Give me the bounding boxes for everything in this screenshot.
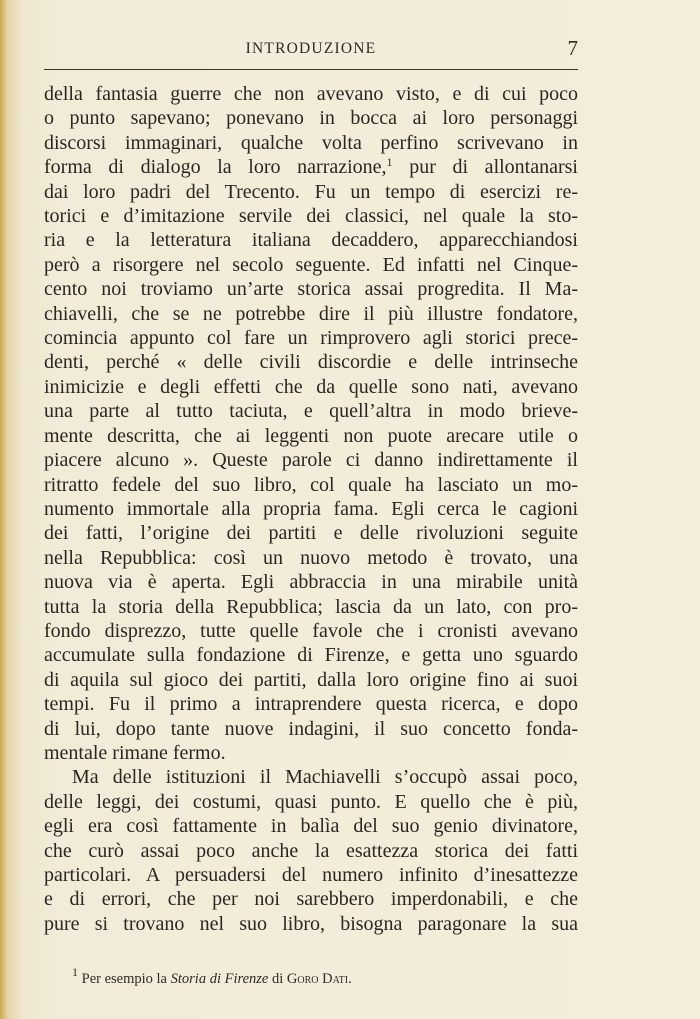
text-line: numento immortale alla propria fama. Egli cerca le cagioni (44, 497, 578, 520)
text-line: dei fatti, l’origine dei partiti e delle rivoluzioni seguite (44, 522, 578, 545)
page-header (44, 36, 578, 66)
text-line: mentale rimane fermo. (44, 741, 226, 764)
text-line: egli era così fattamente in balìa del suo genio divinatore, (44, 815, 578, 838)
text-line: cento noi troviamo un’arte storica assai progredita. Il Ma- (44, 278, 578, 301)
text-line: fondo disprezzo, tutte quelle favole che i cronisti avevano (44, 619, 578, 642)
text-line: tutta la storia della Repubblica; lascia da un lato, con pro- (44, 595, 578, 618)
footnote-author: Goro Dati. (286, 971, 352, 987)
text-line: una parte al tutto taciuta, e quell’altra in modo brieve- (44, 400, 578, 423)
footnote-middle: di (271, 971, 284, 987)
text-line: delle leggi, dei costumi, quasi punto. E quello che è più, (44, 790, 578, 813)
footnote-title: Storia di Firenze (170, 971, 269, 987)
running-title: INTRODUZIONE (245, 40, 377, 57)
text-fragment: forma di dialogo la loro narrazione, (44, 156, 387, 179)
header-rule (44, 69, 578, 70)
text-line: tempi. Fu il primo a intraprendere questa ricerca, e dopo (44, 693, 578, 716)
page-number: 7 (567, 36, 578, 60)
text-line: particolari. A persuadersi del numero infinito d’inesattezze (44, 864, 578, 886)
text-line: piacere alcuno ». Queste parole ci danno indirettamente il (44, 449, 578, 472)
text-line: nella Repubblica: così un nuovo metodo è trovato, una (44, 546, 578, 569)
text-line: che curò assai poco anche la esattezza storica dei fatti (44, 839, 578, 862)
text-line: ria e la letteratura italiana decaddero, apparecchiandosi (44, 229, 578, 252)
text-line: denti, perché « delle civili discordie e delle intrinseche (44, 351, 578, 374)
paragraph-1 (44, 82, 578, 765)
footnote-reference[interactable]: 1 (386, 155, 393, 170)
text-line-with-note (44, 155, 578, 179)
text-line: però a risorgere nel secolo seguente. Ed infatti nel Cinque- (44, 253, 578, 276)
text-line: inimicizie e degli effetti che da quelle sono nati, avevano (44, 375, 578, 398)
text-line: discorsi immaginari, qualche volta perfino scrivevano in (44, 131, 578, 154)
text-line: nuova via è aperta. Egli abbraccia in una mirabile unità (44, 571, 578, 594)
text-fragment: pur di allontanarsi (409, 156, 578, 179)
text-line: pure si trovano nel suo libro, bisogna paragonare la sua (44, 912, 578, 935)
text-line: o punto sapevano; ponevano in bocca ai loro personaggi (44, 107, 578, 130)
footnote-prefix: Per esempio la (81, 971, 167, 987)
text-line: mente descritta, che ai leggenti non puote arecare utile o (44, 424, 578, 447)
body-text (44, 82, 578, 936)
text-line: dai loro padri del Trecento. Fu un tempo di esercizi re- (44, 180, 578, 203)
footnote (72, 965, 352, 988)
text-line: comincia appunto col fare un rimprovero agli storici prece- (44, 327, 578, 350)
paragraph-2 (44, 765, 578, 936)
text-line: e di errori, che per noi sarebbero imperdonabili, e che (44, 888, 578, 911)
text-line: accumulate sulla fondazione di Firenze, e getta uno sguardo (44, 644, 578, 667)
text-line: chiavelli, che se ne potrebbe dire il più illustre fondatore, (44, 302, 578, 325)
text-line: di lui, dopo tante nuove indagini, il suo concetto fonda- (44, 717, 578, 740)
text-line: Ma delle istituzioni il Machiavelli s’occupò assai poco, (72, 766, 578, 789)
text-line: torici e d’imitazione servile dei classici, nel quale la sto- (44, 205, 578, 228)
footnote-mark: 1 (72, 965, 78, 979)
text-line: della fantasia guerre che non avevano visto, e di cui poco (44, 83, 578, 105)
text-line: di aquila sul gioco dei partiti, dalla loro origine fino ai suoi (44, 668, 578, 691)
text-line: ritratto fedele del suo libro, col quale ha lasciato un mo- (44, 473, 578, 496)
